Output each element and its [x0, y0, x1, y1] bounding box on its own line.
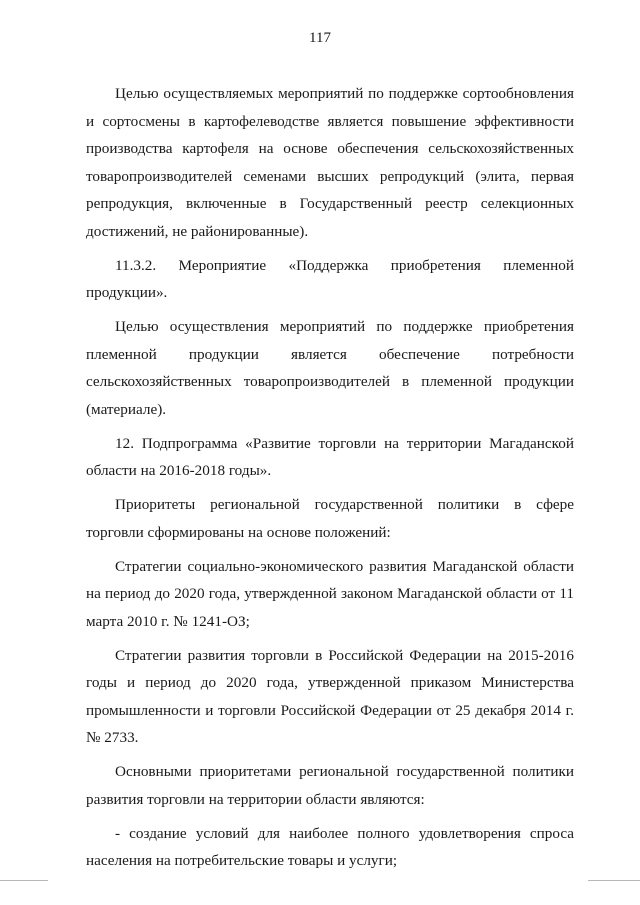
paragraph-strategy-regional: Стратегии социально-экономического развития Магаданской области на период до 2020 года, утвержденной законом Магаданской области от 11 марта 2010 г. № 1241-ОЗ;	[86, 557, 574, 630]
heading-12-subprogram: 12. Подпрограмма «Развитие торговли на территории Магаданской области на 2016-2018 годы».	[86, 434, 574, 479]
heading-11-3-2: 11.3.2. Мероприятие «Поддержка приобретения племенной продукции».	[86, 256, 574, 301]
paragraph-potato-seed-goal: Целью осуществляемых мероприятий по поддержке сортообновления и сортосмены в картофелеводстве является повышение эффективности производства картофеля на основе обеспечения сельскохозяйственных товаропроизводителей семенами высших репродукций (элита, первая репродукция, включенные в Государственный реестр селекционных достижений, не районированные).	[86, 85, 574, 240]
paragraph-main-priorities: Основными приоритетами региональной государственной политики развития торговли на территории области являются:	[86, 763, 574, 808]
document-body	[86, 80, 574, 881]
paragraph-priorities-intro: Приоритеты региональной государственной политики в сфере торговли сформированы на основе положений:	[86, 496, 574, 541]
footer-divider-right	[588, 880, 640, 881]
page-number: 117	[309, 30, 331, 46]
footer-divider-left	[0, 880, 48, 881]
paragraph-breeding-goal: Целью осуществления мероприятий по поддержке приобретения племенной продукции является обеспечение потребности сельскохозяйственных товаропроизводителей в племенной продукции (материале).	[86, 318, 574, 418]
paragraph-strategy-federal: Стратегии развития торговли в Российской Федерации на 2015-2016 годы и период до 2020 года, утвержденной приказом Министерства промышленности и торговли Российской Федерации от 25 декабря 2014 г. № 2733.	[86, 646, 574, 746]
list-item-demand: - создание условий для наиболее полного удовлетворения спроса населения на потребительские товары и услуги;	[86, 824, 574, 869]
